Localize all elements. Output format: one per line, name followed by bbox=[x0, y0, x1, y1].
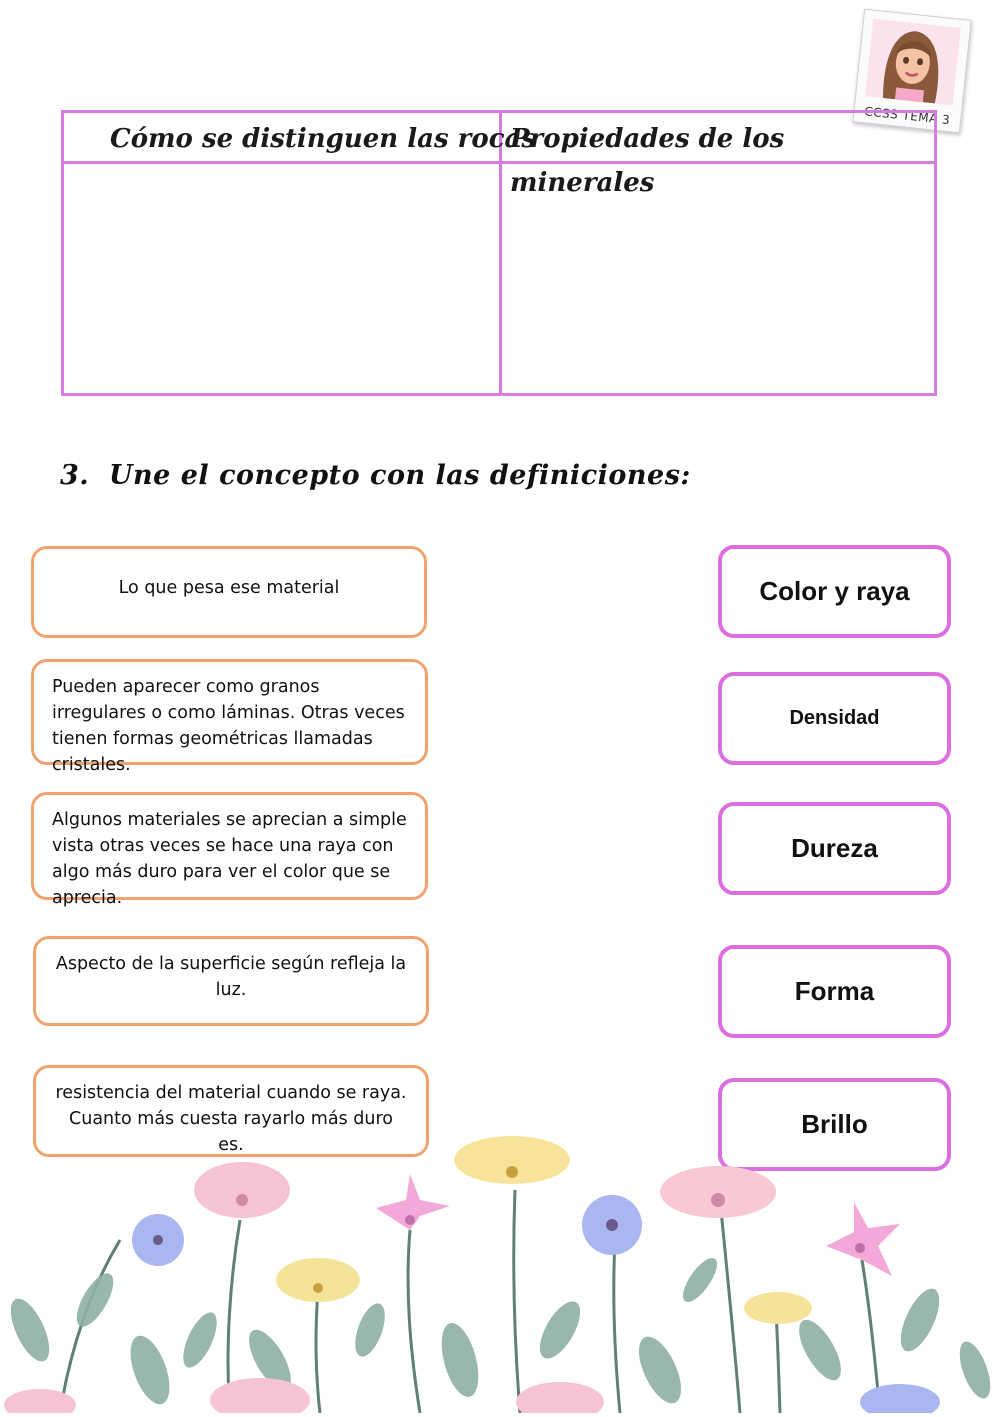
definition-box-2[interactable] bbox=[31, 659, 428, 775]
table-cell-rocks[interactable] bbox=[64, 164, 499, 393]
question-text: Une el concepto con las definiciones: bbox=[109, 460, 691, 491]
definition-box-3[interactable] bbox=[31, 792, 428, 908]
definition-text: Pueden aparecer como granos irregulares o como láminas. Otras veces tienen formas geométricas llamadas cristales. bbox=[52, 677, 405, 775]
definition-text: Aspecto de la superficie según refleja la luz. bbox=[55, 954, 407, 1000]
question-heading bbox=[60, 460, 691, 491]
concept-label: Dureza bbox=[791, 833, 878, 863]
concept-box-forma[interactable] bbox=[718, 945, 951, 1038]
concept-box-dureza[interactable] bbox=[718, 802, 951, 895]
definition-box-4[interactable] bbox=[33, 936, 429, 1026]
concept-label: Color y raya bbox=[759, 576, 910, 606]
table-header-minerals: Propiedades de los minerales bbox=[510, 124, 785, 198]
concept-label: Forma bbox=[794, 976, 875, 1006]
table-cell-minerals[interactable] bbox=[502, 164, 934, 393]
concept-box-color-y-raya[interactable] bbox=[718, 545, 951, 638]
question-number: 3. bbox=[60, 460, 90, 491]
badge-caption: CCSS TEMA 3 bbox=[863, 104, 951, 128]
concept-label: Brillo bbox=[801, 1109, 868, 1139]
definition-box-1[interactable] bbox=[31, 546, 427, 638]
definition-text: Lo que pesa ese material bbox=[118, 578, 340, 598]
avatar bbox=[865, 19, 961, 106]
definition-text: resistencia del material cuando se raya. Cuanto más cuesta rayarlo más duro es. bbox=[55, 1083, 407, 1155]
concept-label: Densidad bbox=[789, 707, 880, 729]
definition-text: Algunos materiales se aprecian a simple vista otras veces se hace una raya con algo más duro para ver el color que se aprecia. bbox=[52, 810, 407, 908]
table-header-rocks: Cómo se distinguen las rocas bbox=[110, 124, 537, 154]
flower-decoration bbox=[0, 1130, 1000, 1413]
concept-box-densidad[interactable] bbox=[718, 672, 951, 765]
comparison-table bbox=[61, 110, 937, 396]
